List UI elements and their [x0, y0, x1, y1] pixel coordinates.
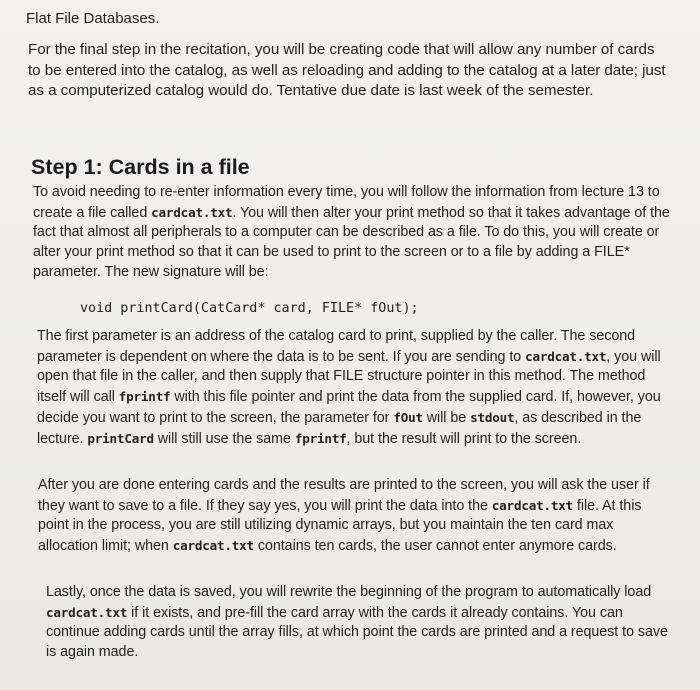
inline-code-printcard: printCard [87, 430, 154, 446]
paragraph-text: if it exists, and pre-fill the card array with the cards it already contains. You can continue adding cards until the array fills, at which point the cards are printed and a request to save is again made. [46, 604, 668, 661]
paragraph-text: will still use the same [153, 430, 295, 447]
inline-code-stdout: stdout [470, 409, 515, 425]
paragraph-text: The first parameter is an address of the catalog card to print, supplied by the caller. The second parameter is dependent on where the data is to be sent. If you are sending to [37, 328, 636, 365]
intro-paragraph: For the final step in the recitation, you will be creating code that will allow any number of cards to be entered into the catalog, as well as reloading and adding to the catalog at a later date; just as a computerized catalog would do. Tentative due date is last week of the semester. [28, 41, 666, 99]
document-title: Flat File Databases. [26, 10, 160, 27]
inline-code-fout: fOut [393, 409, 423, 425]
inline-code-filename: cardcat.txt [46, 604, 128, 620]
inline-code-filename: cardcat.txt [491, 497, 573, 513]
function-signature-code: void printCard(CatCard* card, FILE* fOut); [80, 301, 419, 316]
inline-code-fprintf: fprintf [118, 389, 171, 405]
paragraph-text: will be [422, 409, 471, 426]
inline-code-filename: cardcat.txt [172, 538, 254, 554]
inline-code-fprintf: fprintf [294, 430, 347, 446]
step-1-heading: Step 1: Cards in a file [31, 155, 250, 179]
paragraph-text: To avoid needing to re-enter information every time, you will follow the information from lecture 13 to create a file called [33, 184, 660, 221]
paragraph-text: , but the result will print to the screen. [346, 430, 582, 447]
step-1-paragraph-4 [46, 583, 676, 663]
paragraph-text: , as described in the lecture. [37, 409, 642, 447]
paragraph-text: contains ten cards, the user cannot enter anymore cards. [253, 538, 617, 555]
step-1-paragraph-3 [38, 476, 672, 557]
paragraph-text: . You will then alter your print method so that it takes advantage of the fact that almost all peripherals to a computer can be described as a file. To do this, you will create or alter your print method so that it can be used to print to the screen or to a file by adding a FILE* parameter. The new signature will be: [33, 204, 670, 280]
paragraph-text: , you will open that file in the caller, and then supply that FILE structure pointer in this method. The method itself will call [37, 348, 661, 406]
step-1-paragraph-2 [37, 327, 677, 449]
step-1-paragraph-1 [33, 183, 673, 283]
paragraph-text: file. At this point in the process, you are still utilizing dynamic arrays, but you maintain the ten card max allocation limit; when [38, 497, 642, 555]
paragraph-text: Lastly, once the data is saved, you will rewrite the beginning of the program to automatically load [46, 584, 652, 600]
inline-code-filename: cardcat.txt [525, 348, 607, 364]
paragraph-text: After you are done entering cards and the results are printed to the screen, you will ask the user if they want to save to a file. If they say yes, you will print the data into the [38, 477, 650, 514]
paragraph-text: with this file pointer and print the data from the supplied card. If, however, you decide you want to print to the screen, the parameter for [37, 389, 661, 426]
inline-code-filename: cardcat.txt [151, 204, 233, 220]
